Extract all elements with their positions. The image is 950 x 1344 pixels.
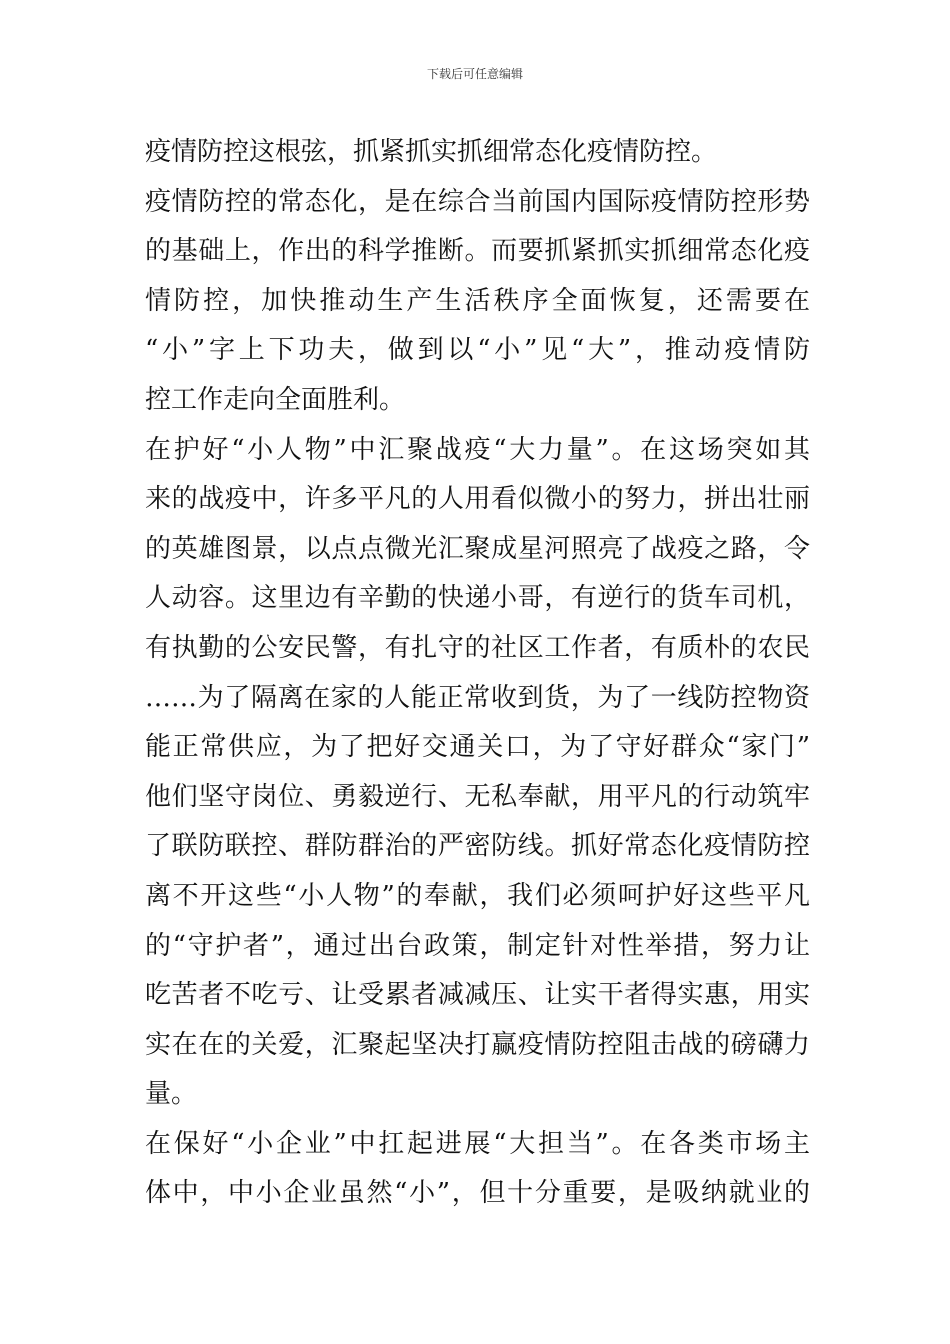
text-line: 吃苦者不吃亏、让受累者减减压、让实干者得实惠，用实 (145, 980, 810, 1011)
text-line: 疫情防控的常态化，是在综合当前国内国际疫情防控形势 (145, 186, 810, 217)
text-line: 的基础上，作出的科学推断。而要抓紧抓实抓细常态化疫 (145, 236, 810, 267)
text-line: 量。 (145, 1079, 198, 1110)
text-line: 控工作走向全面胜利。 (145, 384, 406, 415)
text-line: 他们坚守岗位、勇毅逆行、无私奉献，用平凡的行动筑牢 (145, 781, 810, 812)
text-line: 情防控，加快推动生产生活秩序全面恢复，还需要在 (145, 285, 810, 316)
text-line: 体中，中小企业虽然“小”，但十分重要，是吸纳就业的 (145, 1178, 810, 1209)
text-line: 有执勤的公安民警，有扎守的社区工作者，有质朴的农民 (145, 632, 810, 663)
text-line: 疫情防控这根弦，抓紧抓实抓细常态化疫情防控。 (145, 137, 718, 167)
page-header: 下载后可任意编辑 (426, 67, 523, 81)
text-line: 人动容。这里边有辛勤的快递小哥，有逆行的货车司机， (145, 583, 810, 614)
text-line: “小”字上下功夫，做到以“小”见“大”，推动疫情防 (145, 335, 810, 366)
text-line: 离不开这些“小人物”的奉献，我们必须呵护好这些平凡 (145, 880, 810, 911)
text-line: ……为了隔离在家的人能正常收到货，为了一线防控物资 (145, 682, 810, 713)
text-line: 了联防联控、群防群治的严密防线。抓好常态化疫情防控 (145, 831, 810, 862)
text-line: 来的战疫中，许多平凡的人用看似微小的努力，拼出壮丽 (145, 484, 810, 515)
text-line: 在保好“小企业”中扛起进展“大担当”。在各类市场主 (145, 1128, 810, 1159)
text-line: 实在在的关爱，汇聚起坚决打赢疫情防控阻击战的磅礴力 (145, 1029, 810, 1060)
document-body (145, 128, 810, 1219)
text-line: 能正常供应，为了把好交通关口，为了守好群众“家门” (145, 732, 810, 763)
text-line: 在护好“小人物”中汇聚战疫“大力量”。在这场突如其 (145, 434, 810, 465)
text-line: 的英雄图景，以点点微光汇聚成星河照亮了战疫之路，令 (145, 533, 810, 564)
text-line: 的“守护者”，通过出台政策，制定针对性举措，努力让 (145, 930, 810, 961)
